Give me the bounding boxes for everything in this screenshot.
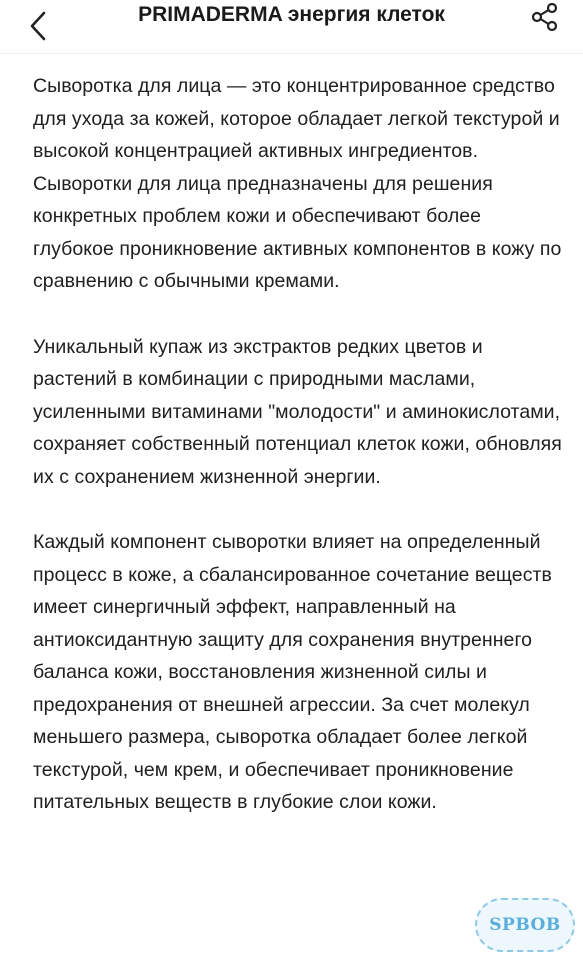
article-body	[33, 70, 563, 852]
back-button[interactable]	[20, 6, 56, 46]
paragraph-3: Каждый компонент сыворотки влияет на определенный процесс в коже, а сбалансированное сочетание веществ имеет синергичный эффект, направленный на антиоксидантную защиту для сохранения внутреннего баланса кожи, восстановления жизненной силы и предохранения от внешней агрессии. За счет молекул меньшего размера, сыворотка обладает более легкой текстурой, чем крем, и обеспечивает проникновение питательных веществ в глубокие слои кожи.	[33, 531, 552, 813]
chevron-left-icon	[29, 11, 47, 41]
top-bar	[0, 0, 583, 54]
paragraph-2: Уникальный купаж из экстрактов редких цветов и растений в комбинации с природными маслами, усиленными витаминами "молодости" и аминокислотами, сохраняет собственный потенциал клеток кожи, обновляя их с сохранением жизненной энергии.	[33, 335, 562, 488]
watermark-logo	[475, 898, 575, 952]
watermark-text: SPBOB	[489, 915, 561, 935]
paragraph-1: Сыворотка для лица — это концентрированное средство для ухода за кожей, которое обладает легкой текстурой и высокой концентрацией активных ингредиентов. Сыворотки для лица предназначены для решения конкретных проблем кожи и обеспечивают более глубокое проникновение активных компонентов в кожу по сравнению с обычными кремами.	[33, 75, 562, 292]
share-icon	[530, 2, 560, 32]
share-button[interactable]	[525, 0, 565, 34]
page-title: PRIMADERMA энергия клеток	[138, 3, 445, 26]
